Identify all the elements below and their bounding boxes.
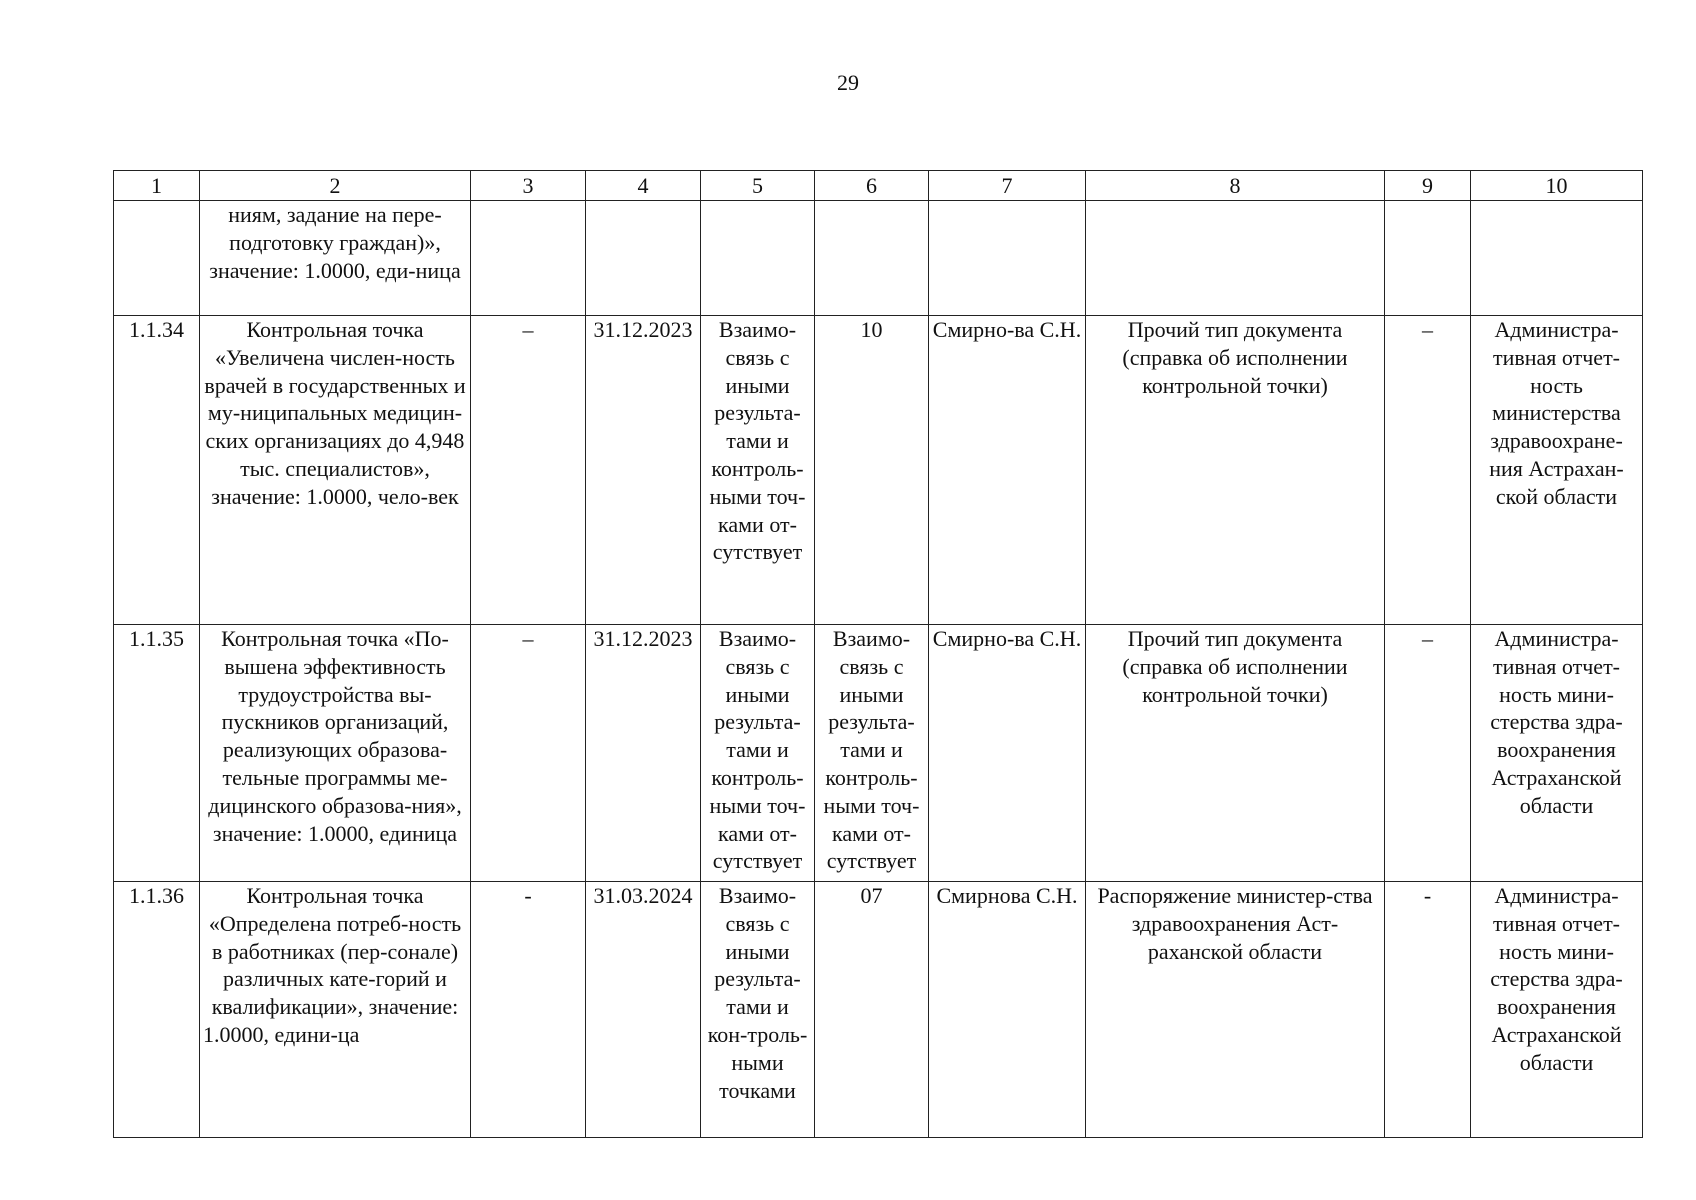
table-row bbox=[114, 316, 1643, 625]
cell-source: Администра-тивная отчет-ность мини-стерства здра-воохранения Астраханской области bbox=[1471, 625, 1643, 882]
cell-col9: – bbox=[1385, 625, 1471, 882]
cell-source bbox=[1471, 201, 1643, 316]
cell-col5: Взаимо-связь с иными результа-тами и кон-троль-ными точками bbox=[701, 882, 815, 1138]
table-row bbox=[114, 201, 1643, 316]
cell-document-type: Прочий тип документа (справка об исполнении контрольной точки) bbox=[1086, 625, 1385, 882]
cell-date: 31.12.2023 bbox=[586, 625, 701, 882]
cell-date: 31.12.2023 bbox=[586, 316, 701, 625]
column-header: 3 bbox=[471, 171, 586, 201]
cell-responsible: Смирнова С.Н. bbox=[929, 882, 1086, 1138]
table-row bbox=[114, 625, 1643, 882]
cell-description: Контрольная точка «Увеличена числен-ность врачей в государственных и му-ниципальных медицин-ских организациях до 4,948 тыс. специалистов», значение: 1.0000, чело-век bbox=[200, 316, 471, 625]
cell-col9: - bbox=[1385, 882, 1471, 1138]
cell-responsible: Смирно-ва С.Н. bbox=[929, 625, 1086, 882]
table-row bbox=[114, 882, 1643, 1138]
cell-description: ниям, задание на пере-подготовку граждан)», значение: 1.0000, еди-ница bbox=[200, 201, 471, 316]
cell-date: 31.03.2024 bbox=[586, 882, 701, 1138]
column-header: 2 bbox=[200, 171, 471, 201]
cell-col3: - bbox=[471, 882, 586, 1138]
cell-description: Контрольная точка «Определена потреб-ность в работниках (пер-сонале) различных кате-горий и квалификации», значение: 1.0000, едини-ца bbox=[200, 882, 471, 1138]
cell-col3 bbox=[471, 201, 586, 316]
cell-document-type: Прочий тип документа (справка об исполнении контрольной точки) bbox=[1086, 316, 1385, 625]
cell-source: Администра-тивная отчет-ность министерства здравоохране-ния Астрахан-ской области bbox=[1471, 316, 1643, 625]
column-header: 7 bbox=[929, 171, 1086, 201]
cell-col5: Взаимо-связь с иными результа-тами и контроль-ными точ-ками от-сутствует bbox=[701, 316, 815, 625]
cell-col9: – bbox=[1385, 316, 1471, 625]
cell-col3: – bbox=[471, 625, 586, 882]
page-number: 29 bbox=[837, 70, 859, 95]
cell-col5: Взаимо-связь с иными результа-тами и контроль-ными точ-ками от-сутствует bbox=[701, 625, 815, 882]
cell-document-type bbox=[1086, 201, 1385, 316]
document-table bbox=[113, 170, 1643, 1138]
cell-col6: Взаимо-связь с иными результа-тами и контроль-ными точ-ками от-сутствует bbox=[815, 625, 929, 882]
column-number-row bbox=[114, 171, 1643, 201]
cell-description: Контрольная точка «По-вышена эффективность трудоустройства вы-пускников организаций, реализующих образова-тельные программы ме-дицинского образова-ния», значение: 1.0000, единица bbox=[200, 625, 471, 882]
cell-col6: 10 bbox=[815, 316, 929, 625]
cell-number: 1.1.36 bbox=[114, 882, 200, 1138]
cell-col9 bbox=[1385, 201, 1471, 316]
column-header: 9 bbox=[1385, 171, 1471, 201]
cell-col3: – bbox=[471, 316, 586, 625]
column-header: 6 bbox=[815, 171, 929, 201]
column-header: 1 bbox=[114, 171, 200, 201]
column-header: 4 bbox=[586, 171, 701, 201]
cell-source: Администра-тивная отчет-ность мини-стерства здра-воохранения Астраханской области bbox=[1471, 882, 1643, 1138]
cell-responsible bbox=[929, 201, 1086, 316]
cell-number: 1.1.34 bbox=[114, 316, 200, 625]
column-header: 5 bbox=[701, 171, 815, 201]
cell-document-type: Распоряжение министер-ства здравоохранения Аст-раханской области bbox=[1086, 882, 1385, 1138]
cell-col5 bbox=[701, 201, 815, 316]
column-header: 10 bbox=[1471, 171, 1643, 201]
column-header: 8 bbox=[1086, 171, 1385, 201]
cell-col6: 07 bbox=[815, 882, 929, 1138]
cell-responsible: Смирно-ва С.Н. bbox=[929, 316, 1086, 625]
cell-col6 bbox=[815, 201, 929, 316]
cell-number bbox=[114, 201, 200, 316]
cell-number: 1.1.35 bbox=[114, 625, 200, 882]
cell-date bbox=[586, 201, 701, 316]
